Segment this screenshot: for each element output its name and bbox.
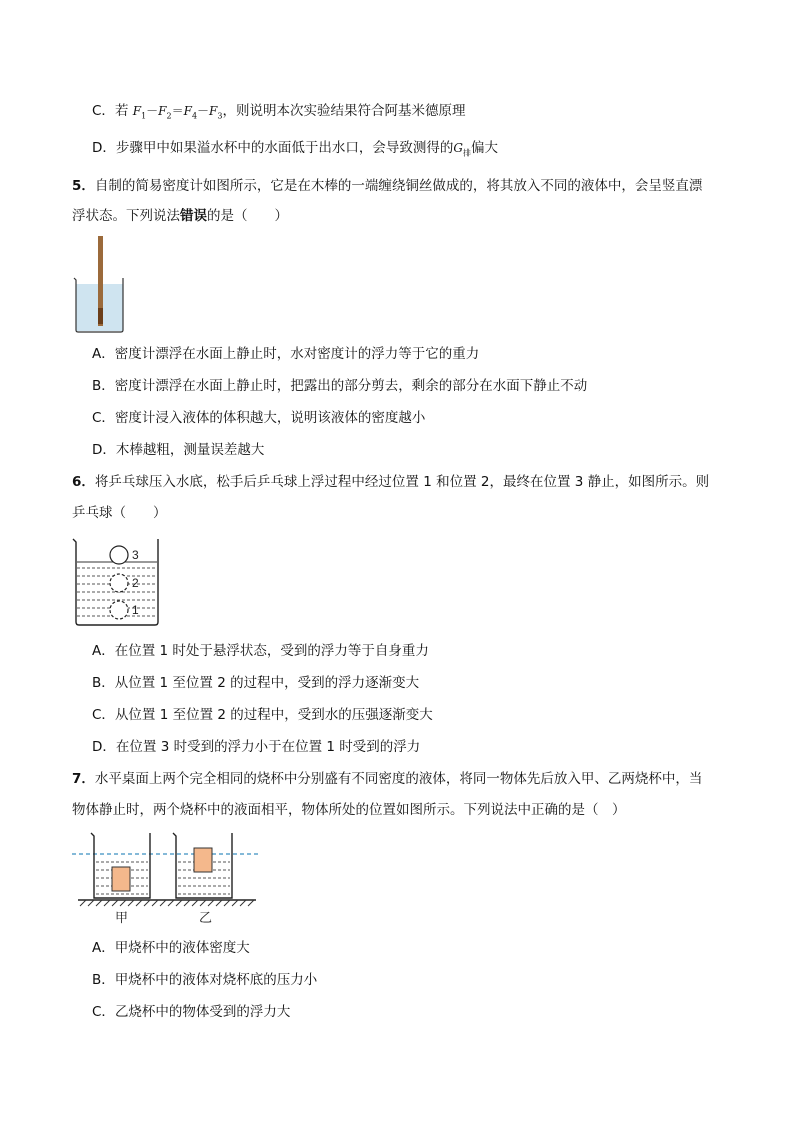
label-jia: 甲 xyxy=(115,911,129,926)
label-3: 3 xyxy=(132,548,139,562)
label-2: 2 xyxy=(132,576,139,590)
q6-stem-line2: 乒乓球（ ） xyxy=(72,505,167,521)
emphasis-text: 错误 xyxy=(180,208,207,224)
q6-option-a: A．在位置 1 时处于悬浮状态，受到的浮力等于自身重力 xyxy=(92,643,429,659)
question-number: 5． xyxy=(72,178,95,194)
q7-option-b: B．甲烧杯中的液体对烧杯底的压力小 xyxy=(92,972,318,988)
q4-option-c xyxy=(92,101,465,126)
two-beakers-figure xyxy=(72,828,262,928)
q7-option-c: C．乙烧杯中的物体受到的浮力大 xyxy=(92,1004,291,1020)
question-number: 7． xyxy=(72,771,95,787)
q5-stem-line2: 浮状态。下列说法错误的是（ ） xyxy=(72,208,288,224)
option-text: 步骤甲中如果溢水杯中的水面低于出水口，会导致测得的 xyxy=(115,140,454,156)
ball-position-3 xyxy=(110,546,128,564)
object-in-jia xyxy=(112,867,130,891)
option-letter: C． xyxy=(92,103,115,119)
option-text-tail: ，则说明本次实验结果符合阿基米德原理 xyxy=(222,103,466,119)
stem-text: 自制的简易密度计如图所示，它是在木棒的一端缠绕铜丝做成的，将其放入不同的液体中，会呈竖直漂 xyxy=(94,178,703,194)
q5-option-b: B．密度计漂浮在水面上静止时，把露出的部分剪去，剩余的部分在水面下静止不动 xyxy=(92,378,588,394)
ping-pong-figure xyxy=(72,536,162,630)
stem-text: 将乒乓球压入水底，松手后乒乓球上浮过程中经过位置 1 和位置 2，最终在位置 3 静止，如图所示。则 xyxy=(94,474,710,490)
question-number: 6． xyxy=(72,474,95,490)
formula: $F_1-F_2=F_4-F_3$ xyxy=(132,104,223,121)
ball-position-1 xyxy=(110,601,128,619)
q6-option-d: D．在位置 3 时受到的浮力小于在位置 1 时受到的浮力 xyxy=(92,739,421,755)
stem-text: 水平桌面上两个完全相同的烧杯中分别盛有不同密度的液体，将同一物体先后放入甲、乙两烧杯中，当 xyxy=(94,771,703,787)
q5-option-a: A．密度计漂浮在水面上静止时，水对密度计的浮力等于它的重力 xyxy=(92,346,480,362)
q6-option-c: C．从位置 1 至位置 2 的过程中，受到水的压强逐渐变大 xyxy=(92,707,433,723)
hydrometer-figure xyxy=(72,234,132,336)
ball-position-2 xyxy=(110,574,128,592)
copper-wire xyxy=(98,308,103,324)
q6-option-b: B．从位置 1 至位置 2 的过程中，受到的浮力逐渐变大 xyxy=(92,675,420,691)
object-in-yi xyxy=(194,848,212,872)
q7-stem-line2: 物体静止时，两个烧杯中的液面相平，物体所处的位置如图所示。下列说法中正确的是（ ） xyxy=(72,802,626,818)
option-letter: D． xyxy=(92,140,116,156)
q6-stem-line1 xyxy=(72,472,709,492)
q5-option-d: D．木棒越粗，测量误差越大 xyxy=(92,442,265,458)
option-text-tail: 偏大 xyxy=(471,140,498,156)
label-1: 1 xyxy=(132,603,139,617)
q4-option-d xyxy=(92,138,498,163)
q5-option-c: C．密度计浸入液体的体积越大，说明该液体的密度越小 xyxy=(92,410,426,426)
q7-option-a: A．甲烧杯中的液体密度大 xyxy=(92,940,250,956)
q5-stem-line1 xyxy=(72,176,702,196)
option-text: 若 xyxy=(114,103,129,119)
label-yi: 乙 xyxy=(199,911,213,926)
formula-g-pai: $G_排$ xyxy=(453,141,471,158)
q7-stem-line1 xyxy=(72,769,702,789)
